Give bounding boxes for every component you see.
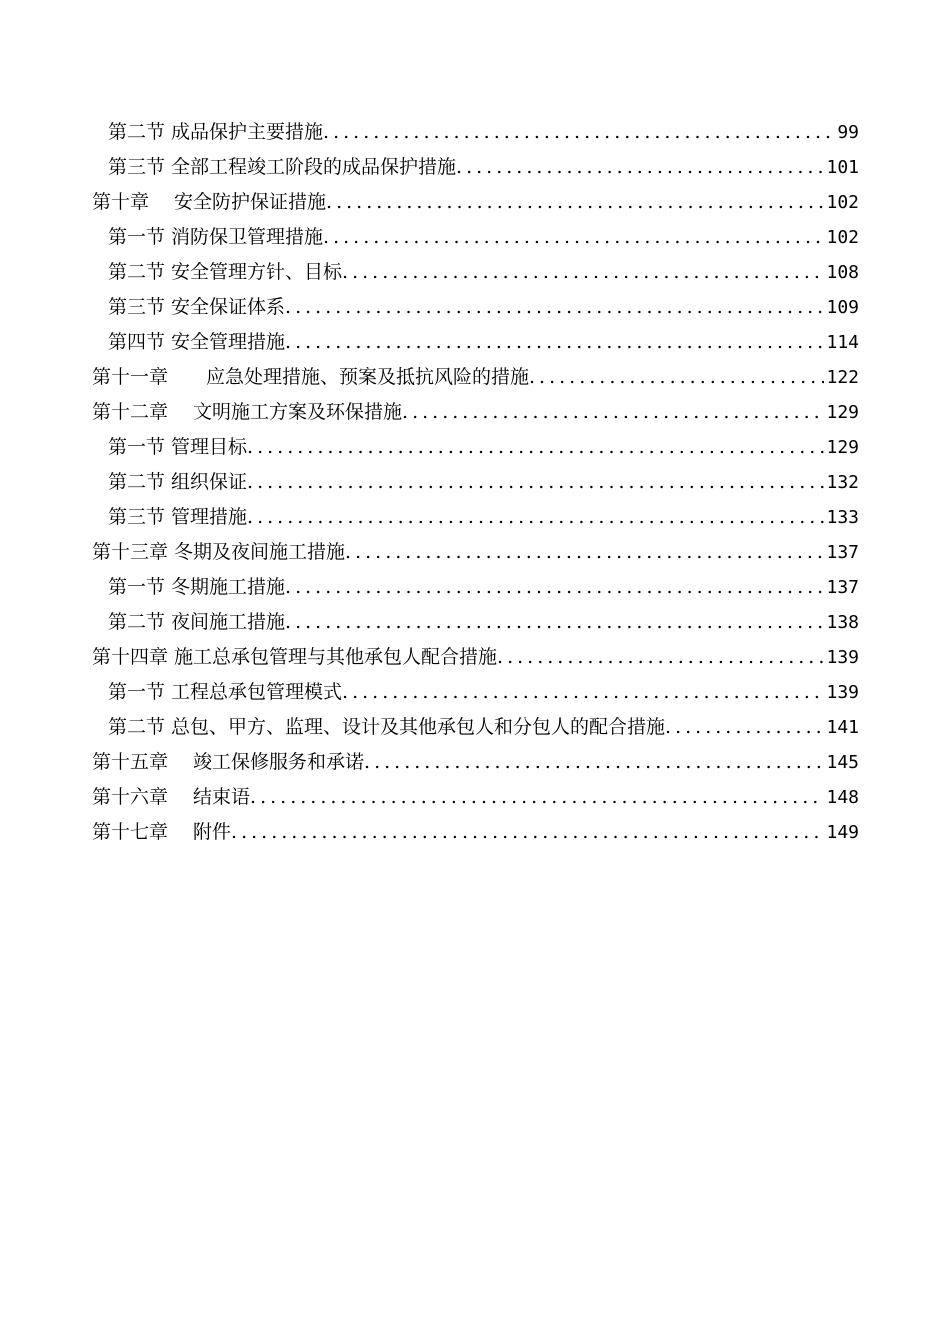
toc-entry-page: 141: [826, 717, 859, 738]
toc-entry-page: 139: [826, 682, 859, 703]
toc-entry-page: 122: [826, 367, 859, 388]
toc-entry-title: 第十一章 应急处理措施、预案及抵抗风险的措施: [92, 366, 530, 388]
toc-entry-title: 第十七章 附件: [92, 821, 232, 843]
toc-entry-title: 第十三章 冬期及夜间施工措施: [92, 541, 346, 563]
toc-entry-title: 第一节 冬期施工措施: [108, 576, 286, 598]
toc-entry[interactable]: [92, 290, 859, 325]
toc-entry[interactable]: [92, 220, 859, 255]
toc-dot-leader: [497, 640, 824, 675]
toc-entry[interactable]: [92, 745, 859, 780]
toc-entry-title: 第一节 管理目标: [108, 436, 248, 458]
toc-entry[interactable]: [92, 395, 859, 430]
toc-entry-page: 139: [826, 647, 859, 668]
toc-dot-leader: [250, 780, 824, 815]
toc-entry[interactable]: [92, 115, 859, 150]
toc-dot-leader: [326, 185, 824, 220]
toc-entry-title: 第三节 全部工程竣工阶段的成品保护措施: [108, 156, 457, 178]
toc-entry[interactable]: [92, 325, 859, 360]
toc-dot-leader: [529, 360, 824, 395]
toc-dot-leader: [285, 325, 824, 360]
toc-dot-leader: [285, 290, 824, 325]
toc-entry-page: 129: [826, 437, 859, 458]
toc-entry-page: 109: [826, 297, 859, 318]
toc-entry-page: 132: [826, 472, 859, 493]
toc-entry-title: 第三节 安全保证体系: [108, 296, 286, 318]
toc-dot-leader: [665, 710, 824, 745]
toc-entry-page: 145: [826, 752, 859, 773]
toc-entry-title: 第十章 安全防护保证措施: [92, 191, 327, 213]
toc-entry[interactable]: [92, 675, 859, 710]
toc-dot-leader: [342, 255, 824, 290]
toc-entry-title: 第四节 安全管理措施: [108, 331, 286, 353]
toc-entry[interactable]: [92, 570, 859, 605]
toc-entry-page: 133: [826, 507, 859, 528]
toc-entry[interactable]: [92, 500, 859, 535]
toc-dot-leader: [402, 395, 824, 430]
toc-entry[interactable]: [92, 185, 859, 220]
toc-dot-leader: [323, 115, 835, 150]
toc-entry-title: 第二节 总包、甲方、监理、设计及其他承包人和分包人的配合措施: [108, 716, 666, 738]
toc-entry-page: 138: [826, 612, 859, 633]
toc-entry[interactable]: [92, 815, 859, 850]
toc-entry-page: 114: [826, 332, 859, 353]
toc-entry-page: 102: [826, 192, 859, 213]
toc-entry[interactable]: [92, 535, 859, 570]
toc-entry-title: 第十四章 施工总承包管理与其他承包人配合措施: [92, 646, 498, 668]
toc-dot-leader: [247, 430, 824, 465]
toc-dot-leader: [456, 150, 824, 185]
toc-entry[interactable]: [92, 605, 859, 640]
toc-entry[interactable]: [92, 150, 859, 185]
toc-dot-leader: [285, 605, 824, 640]
toc-entry-page: 129: [826, 402, 859, 423]
toc-entry-title: 第二节 夜间施工措施: [108, 611, 286, 633]
toc-entry-title: 第二节 组织保证: [108, 471, 248, 493]
toc-dot-leader: [247, 500, 824, 535]
toc-entry[interactable]: [92, 465, 859, 500]
toc-dot-leader: [342, 675, 824, 710]
toc-entry[interactable]: [92, 360, 859, 395]
toc-dot-leader: [285, 570, 824, 605]
toc-entry-title: 第十五章 竣工保修服务和承诺: [92, 751, 365, 773]
toc-entry[interactable]: [92, 780, 859, 815]
toc-entry-title: 第二节 安全管理方针、目标: [108, 261, 343, 283]
toc-entry-title: 第十二章 文明施工方案及环保措施: [92, 401, 403, 423]
table-of-contents: [92, 115, 859, 850]
toc-entry-page: 99: [837, 122, 859, 143]
toc-entry[interactable]: [92, 255, 859, 290]
toc-entry-title: 第三节 管理措施: [108, 506, 248, 528]
toc-entry[interactable]: [92, 640, 859, 675]
toc-entry-page: 108: [826, 262, 859, 283]
toc-dot-leader: [364, 745, 824, 780]
toc-entry-page: 149: [826, 822, 859, 843]
toc-entry-page: 137: [826, 577, 859, 598]
toc-dot-leader: [323, 220, 824, 255]
toc-entry-title: 第十六章 结束语: [92, 786, 251, 808]
toc-entry-page: 102: [826, 227, 859, 248]
toc-entry[interactable]: [92, 430, 859, 465]
toc-entry-title: 第一节 工程总承包管理模式: [108, 681, 343, 703]
toc-dot-leader: [345, 535, 824, 570]
toc-dot-leader: [231, 815, 824, 850]
toc-entry-page: 148: [826, 787, 859, 808]
toc-entry[interactable]: [92, 710, 859, 745]
toc-entry-page: 137: [826, 542, 859, 563]
toc-dot-leader: [247, 465, 824, 500]
toc-entry-title: 第一节 消防保卫管理措施: [108, 226, 324, 248]
toc-entry-page: 101: [826, 157, 859, 178]
toc-entry-title: 第二节 成品保护主要措施: [108, 121, 324, 143]
